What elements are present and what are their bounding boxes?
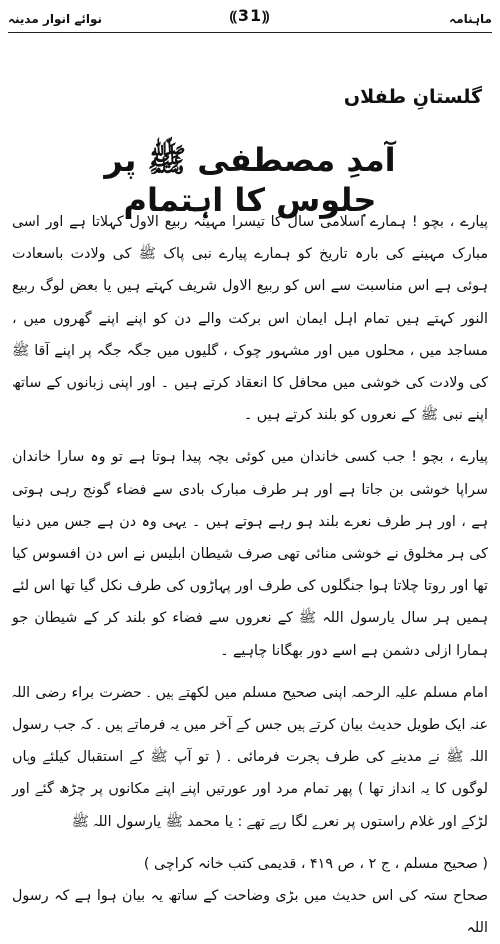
ornament-left-icon: ⸨ <box>229 9 238 25</box>
article-title: آمدِ مصطفی ﷺ پر جلوس کا اہتمام <box>104 141 396 219</box>
page-number <box>230 6 271 26</box>
page-number-value: 31 <box>237 6 263 25</box>
citation: ( صحیح مسلم ، ج ۲ ، ص ۴۱۹ ، قدیمی کتب خانہ کراچی ) <box>143 855 488 872</box>
header-magazine-name: نوائے انوار مدینہ <box>8 12 102 26</box>
closing-line: صحاح ستہ کی اس حدیث میں بڑی وضاحت کے ساتھ یہ بیان ہوا ہے کہ رسول اللہ <box>12 888 488 937</box>
paragraph-1: پیارے ، بچو ! ہمارے اسلامی سال کا تیسرا مہینہ ربیع الاول کہلاتا ہے اور اسی مبارک مہینے کی بارہ تاریخ کو ہمارے پیارے نبی پاک ﷺ کی ولادت باسعادت ہوئی ہے اس مناسبت سے اس کو ربیع الاول شریف کہتے ہیں یا بعض لوگ ربیع النور کہتے ہیں تمام اہل ایمان اس برکت والے دن کو اپنے اپنے گھروں میں ، مساجد میں ، محلوں میں اور مشہور چوک ، گلیوں میں جگہ جگہ پر اپنے آقا ﷺ کی ولادت کی خوشی میں محافل کا انعقاد کرتے ہیں ۔ اور اپنی زبانوں کے ساتھ اپنے نبی ﷺ کے نعروں کو بلند کرتے ہیں ۔ <box>12 214 488 424</box>
header-divider <box>8 32 492 33</box>
header-monthly-label: ماہنامہ <box>449 12 492 26</box>
ornament-right-icon: ⸩ <box>262 9 271 25</box>
paragraph-2: پیارے ، بچو ! جب کسی خاندان میں کوئی بچہ پیدا ہوتا ہے تو وہ سارا خاندان سراپا خوشی بن جاتا ہے اور ہر طرف مبارک بادی سے فضاء گونج رہی ہوتی ہے ، اور ہر طرف نعرے بلند ہو رہے ہوتے ہیں ۔ یہی وہ دن ہے جس میں دنیا کی ہر مخلوق نے خوشی منائی تھی صرف شیطان ابلیس نے اس دن افسوس کیا تھا اور روتا چلاتا ہوا جنگلوں کی طرف اور پہاڑوں کی طرف نکل گیا تھا اس لئے ہمیں ہر سال یارسول اللہ ﷺ کے نعروں سے فضاء کو بلند کر کے شیطان جو ہمارا ازلی دشمن ہے اسے دور بھگانا چاہیے ۔ <box>12 449 488 659</box>
page-header <box>8 6 492 32</box>
section-title: گلستانِ طفلاں <box>343 86 482 108</box>
article-body <box>12 206 488 944</box>
paragraph-3: امام مسلم علیہ الرحمہ اپنی صحیح مسلم میں لکھتے ہیں ۔ حضرت براء رضی اللہ عنہ ایک طویل حدیث بیان کرتے ہیں جس کے آخر میں یہ فرماتے ہیں ۔ کہ جب رسول اللہ ﷺ نے مدینے کی طرف ہجرت فرمائی ۔ ( تو آپ ﷺ کے استقبال کیلئے وہاں لوگوں کا یہ انداز تھا ) پھر تمام مرد اور عورتیں اپنے اپنے مکانوں پر چڑھ گئے اور لڑکے اور غلام راستوں پر نعرے لگا رہے تھے : یا محمد ﷺ یارسول اللہ ﷺ <box>12 684 488 830</box>
